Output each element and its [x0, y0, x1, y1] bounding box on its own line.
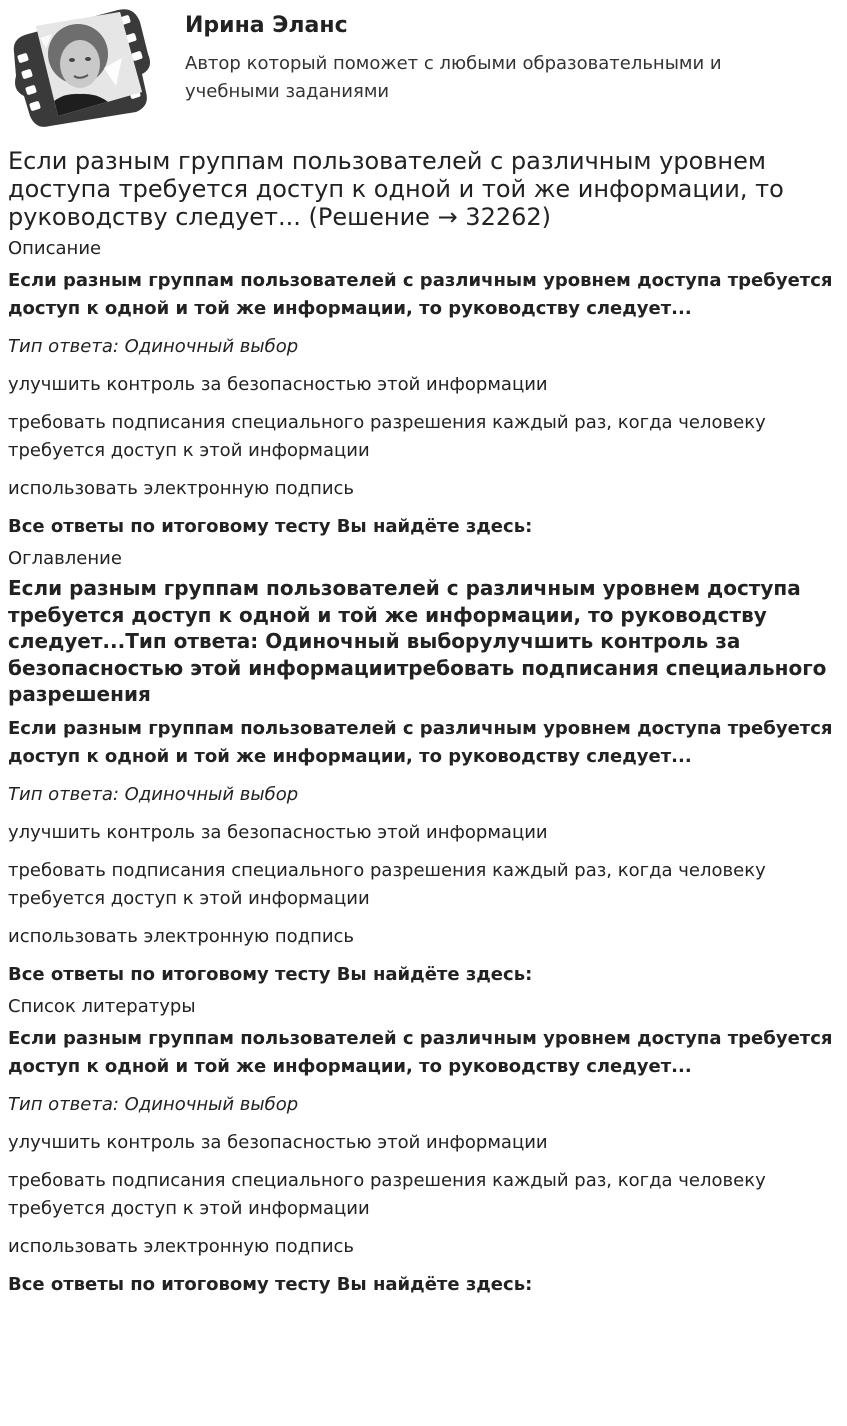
answer-option: использовать электронную подпись — [8, 1235, 355, 1257]
all-answers-link[interactable]: Все ответы по итоговому тесту Вы найдёте здесь: — [8, 1273, 533, 1295]
answer-option: улучшить контроль за безопасностью этой информации — [8, 821, 548, 843]
answer-option: использовать электронную подпись — [8, 925, 355, 947]
answer-type: Тип ответа: Одиночный выбор — [8, 783, 299, 805]
section-label-description: Описание — [8, 238, 102, 259]
answer-option: использовать электронную подпись — [8, 478, 355, 499]
answer-option: улучшить контроль за безопасностью этой информации — [8, 374, 548, 395]
answer-option: улучшить контроль за безопасностью этой информации — [8, 1131, 548, 1153]
literature-block — [8, 1025, 840, 1299]
description-block — [8, 267, 840, 541]
author-card — [0, 0, 847, 140]
answer-option: требовать подписания специального разрешения каждый раз, когда человеку требуется доступ к этой информации — [8, 1169, 766, 1219]
main-content — [8, 147, 840, 1299]
page-title: Если разным группам пользователей с различным уровнем доступа требуется доступ к одной и той же информации, то руководству следует... (Решение → 32262) — [8, 147, 784, 231]
film-strip-avatar-icon — [8, 8, 150, 128]
answer-option: требовать подписания специального разрешения каждый раз, когда человеку требуется доступ к этой информации — [8, 859, 766, 909]
answer-option: требовать подписания специального разрешения каждый раз, когда человеку требуется доступ к этой информации — [8, 412, 766, 461]
question-text: Если разным группам пользователей с различным уровнем доступа требуется доступ к одной и той же информации, то руководству следует... — [8, 270, 833, 319]
answer-type: Тип ответа: Одиночный выбор — [8, 1093, 299, 1115]
author-name[interactable]: Ирина Эланс — [185, 13, 348, 38]
author-avatar[interactable] — [8, 8, 150, 128]
section-label-toc: Оглавление — [8, 548, 122, 569]
section-label-literature: Список литературы — [8, 995, 196, 1017]
toc-block — [8, 575, 840, 989]
all-answers-link[interactable]: Все ответы по итоговому тесту Вы найдёте здесь: — [8, 516, 533, 537]
toc-heading: Если разным группам пользователей с различным уровнем доступа требуется доступ к одной и той же информации, то руководству следует...Тип ответа: Одиночный выборулучшить контроль за безопасностью этой информациитребовать подписания специального разрешения — [8, 576, 827, 706]
author-description: Автор который поможет с любыми образовательными и учебными заданиями — [185, 53, 722, 102]
answer-type: Тип ответа: Одиночный выбор — [8, 336, 299, 357]
question-text: Если разным группам пользователей с различным уровнем доступа требуется доступ к одной и той же информации, то руководству следует... — [8, 717, 833, 767]
all-answers-link[interactable]: Все ответы по итоговому тесту Вы найдёте здесь: — [8, 963, 533, 985]
question-text: Если разным группам пользователей с различным уровнем доступа требуется доступ к одной и той же информации, то руководству следует... — [8, 1027, 833, 1077]
